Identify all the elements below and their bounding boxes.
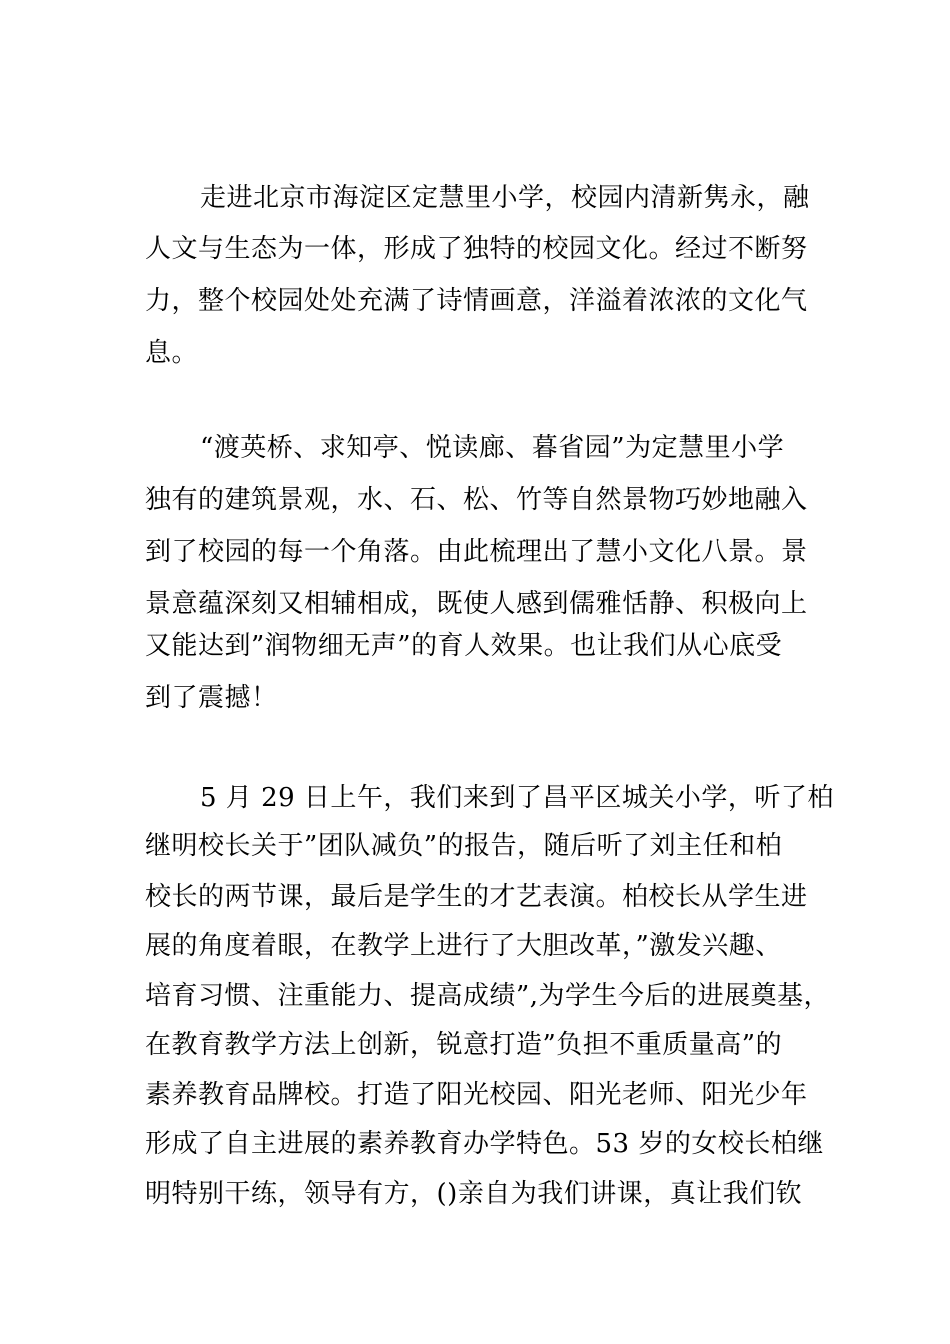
paragraph-3-line-3: 校长的两节课，最后是学生的才艺表演。柏校长从学生进 [145, 882, 808, 912]
paragraph-3-line-2: 继明校长关于”团队减负”的报告，随后听了刘主任和柏 [145, 831, 783, 861]
paragraph-3-line-5: 培育习惯、注重能力、提高成绩”,为学生今后的进展奠基， [145, 981, 831, 1011]
paragraph-2-line-1: “渡英桥、求知亭、悦读廊、暮省园”为定慧里小学 [200, 433, 785, 463]
paragraph-2-line-2: 独有的建筑景观，水、石、松、竹等自然景物巧妙地融入 [145, 485, 808, 515]
paragraph-1-line-1: 走进北京市海淀区定慧里小学，校园内清新隽永，融 [200, 183, 810, 213]
paragraph-3-line-4: 展的角度着眼，在教学上进行了大胆改革，”激发兴趣、 [145, 931, 782, 961]
paragraph-1-line-2: 人文与生态为一体，形成了独特的校园文化。经过不断努 [145, 234, 808, 264]
paragraph-2-line-6: 到了震撼！ [145, 683, 278, 713]
paragraph-2-line-3: 到了校园的每一个角落。由此梳理出了慧小文化八景。景 [145, 537, 808, 567]
paragraph-1-line-3: 力，整个校园处处充满了诗情画意，洋溢着浓浓的文化气 [145, 286, 808, 316]
paragraph-2-line-5: 又能达到”润物细无声”的育人效果。也让我们从心底受 [145, 631, 783, 661]
paragraph-3-line-1: 5 月 29 日上午，我们来到了昌平区城关小学，听了柏 [200, 783, 834, 813]
paragraph-3-line-7: 素养教育品牌校。打造了阳光校园、阳光老师、阳光少年 [145, 1080, 808, 1110]
paragraph-2-line-4: 景意蕴深刻又相辅相成，既使人感到儒雅恬静、积极向上 [145, 589, 808, 619]
paragraph-3-line-9: 明特别干练，领导有方，()亲自为我们讲课，真让我们钦 [145, 1179, 803, 1209]
paragraph-3-line-8: 形成了自主进展的素养教育办学特色。53 岁的女校长柏继 [145, 1129, 824, 1159]
paragraph-3-line-6: 在教育教学方法上创新，锐意打造”负担不重质量高”的 [145, 1030, 783, 1060]
paragraph-1-line-4: 息。 [145, 338, 199, 368]
